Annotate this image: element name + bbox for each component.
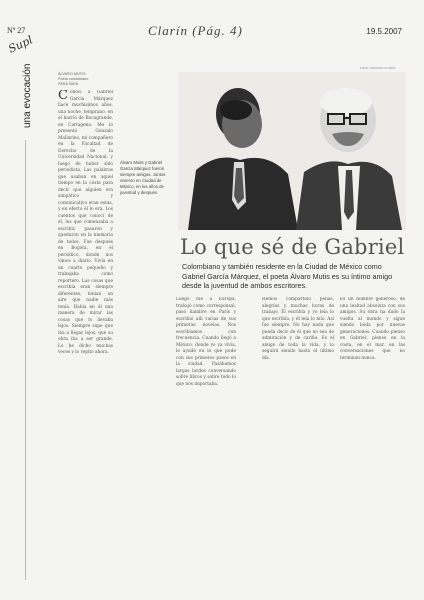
section-label: una evocación [22,63,33,128]
byline: ÁLVARO MUTIS Poeta colombiano PARA ÑATA [58,72,89,86]
article-column-2: Luego fue a Europa, trabajó como corresponsal, pasó hambre en París y escribió allí varias de sus primeras novelas. Nos escribíamos con frecuencia. Cuando llegó a México, donde yo ya vivía, le ayudé en lo que pude con sus primeros pasos en la ciudad. Pasábamos largas tardes conversando sobre libros y sobre todo lo que nos importaba. [176,297,236,387]
article-column-1-text: onocí a Gabriel García Márquez hace muchísimos años, una noche, temprano, en el barrio de Bocagrande, en Cartagena. Me lo presentó Gonzalo Mallarino, mi compañero en la Facultad de Derecho de la Universidad Nacional, y luego de haber sido periodista. Las palabras que usaban en aquel tiempo en la costa para decir que alguien era simpático y comunicativo eran estas, y en efecto él lo era. Los cuentos que conocí de él, los que comenzaba a escribir, pasaron y quedaron en la memoria de todos. Fue después en Bogotá, en el periódico, donde nos vimos a diario. Vivía en un cuarto pequeño y trabajaba como reportero. Las cosas que escribía eran siempre diferentes, tenían un aire que nadie más tenía. Había en él una manera de mirar las cosas que lo llevaba lejos. Siempre supe que iba a llegar lejos, que su obra iba a ser grande. Lo he dicho muchas veces y lo repito ahora. [58,90,113,355]
article-column-4: Es un hombre generoso, de una lealtad absoluta con sus amigos. Su obra ha dado la vuelta al mundo y sigue siendo leída por nuevas generaciones. Cuando pienso en Gabriel, pienso en la costa, en el mar, en las conversaciones que no terminan nunca. [340,297,405,361]
issue-number: Nº 27 [7,26,26,35]
handwritten-note: Supl [6,33,35,56]
source-annotation: Clarín (Pág. 4) [148,23,243,38]
article-lead: Colombiano y también residente en la Ciudad de México como Gabriel García Márquez, el poeta Álvaro Mutis es su íntimo amigo desde la juventud de ambos escritores. [182,262,393,290]
article-photo [178,72,406,230]
drop-cap: C [58,90,68,103]
section-divider [25,140,26,580]
photo-caption: Álvaro Mutis y Gabriel García Márquez fueron siempre amigos. Juntos vivieron en Ciudad de México, en los años de juventud y después. [120,160,166,195]
article-column-3: Hemos compartido penas, alegrías y muchas horas de trabajo. Él escribía y yo leía lo que escribía, y él leía lo mío. Así fue siempre. No hay nada que pueda decir de él que no sea de admiración y de cariño. Es el amigo de toda la vida, y lo seguirá siendo hasta el último día. [262,297,334,361]
photo-credit: FOTO: ARCHIVO CLARÍN [360,66,396,70]
date: 19.5.2007 [366,27,402,36]
article-title: Lo que sé de Gabriel [180,235,405,259]
article-column-1 [58,90,113,560]
portrait-photo-icon [178,72,406,230]
